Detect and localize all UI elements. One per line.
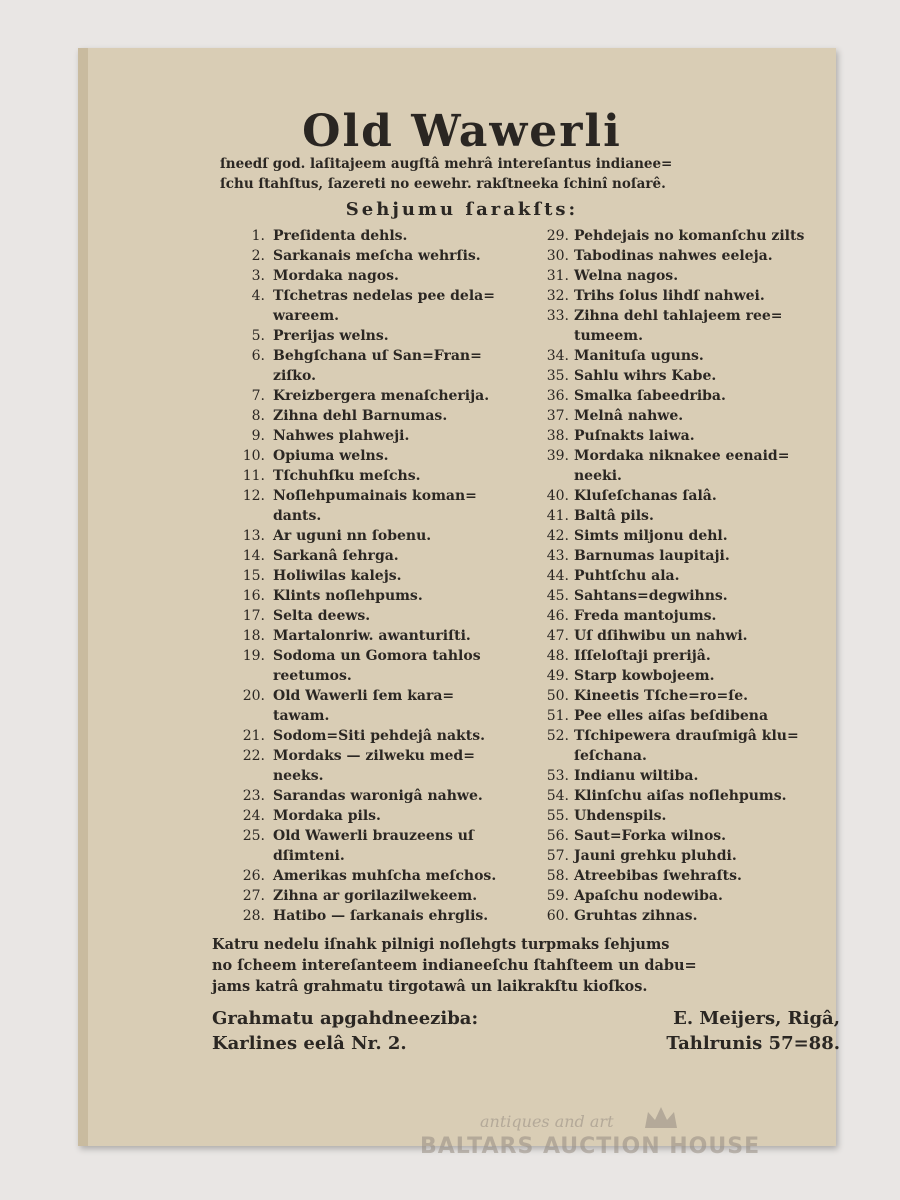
item-title [574, 506, 839, 526]
list-item [529, 726, 839, 766]
item-number: 55. [546, 808, 569, 824]
list-item [216, 626, 528, 646]
item-number: 4. [251, 288, 265, 304]
item-title-line: Zihna dehl tahlajeem ree= [574, 308, 783, 324]
item-title [574, 646, 839, 666]
list-item [216, 426, 528, 446]
list-item [216, 606, 528, 626]
item-title-line: wareem. [273, 308, 340, 324]
list-item [529, 866, 839, 886]
item-number: 14. [242, 548, 265, 564]
item-title [273, 586, 528, 606]
list-item [216, 686, 528, 726]
item-title-line: Klinſchu aiſas noſlehpums. [574, 788, 787, 804]
list-item [529, 226, 839, 246]
list-item [529, 706, 839, 726]
item-title [574, 386, 839, 406]
item-title [574, 766, 839, 786]
item-title-line: Noſlehpumainais koman= [273, 488, 477, 504]
item-title-line: reetumos. [273, 668, 352, 684]
item-number: 57. [546, 848, 569, 864]
crown-icon [642, 1104, 680, 1132]
item-number: 3. [251, 268, 265, 284]
item-number: 60. [546, 908, 569, 924]
item-title [273, 246, 528, 266]
list-item [529, 626, 839, 646]
list-item [529, 646, 839, 666]
item-number: 29. [546, 228, 569, 244]
item-title [574, 826, 839, 846]
list-item [529, 246, 839, 266]
item-number: 41. [546, 508, 569, 524]
item-title-line: Ar uguni nn ſobenu. [273, 528, 432, 544]
item-number: 38. [546, 428, 569, 444]
watermark-subtitle: antiques and art [480, 1112, 614, 1131]
item-title-line: Tſchuhſku meſchs. [273, 468, 421, 484]
item-number: 26. [242, 868, 265, 884]
item-title [273, 286, 528, 326]
item-title-line: dſimteni. [273, 848, 345, 864]
list-item [529, 846, 839, 866]
list-item [216, 746, 528, 786]
item-title-line: Uſ dſihwibu un nahwi. [574, 628, 748, 644]
item-title-line: ziſko. [273, 368, 316, 384]
item-title-line: Mordaka nagos. [273, 268, 399, 284]
item-title [574, 546, 839, 566]
list-item [216, 486, 528, 526]
item-title-line: Welna nagos. [574, 268, 679, 284]
item-number: 10. [242, 448, 265, 464]
item-number: 33. [546, 308, 569, 324]
item-title [574, 406, 839, 426]
list-item [529, 766, 839, 786]
item-title-line: Baltâ pils. [574, 508, 654, 524]
item-number: 24. [242, 808, 265, 824]
item-title [273, 346, 528, 386]
list-item [529, 586, 839, 606]
list-item [216, 646, 528, 686]
item-title [574, 786, 839, 806]
item-title-line: Sarandas waronigâ nahwe. [273, 788, 483, 804]
item-title [574, 686, 839, 706]
item-title [574, 426, 839, 446]
item-title-line: Atreebibas ſwehraſts. [574, 868, 742, 884]
item-title-line: Jauni grehku pluhdi. [574, 848, 737, 864]
item-title [273, 786, 528, 806]
item-title-line: Pee elles aiſas beſdibena [574, 708, 769, 724]
list-item [216, 866, 528, 886]
list-item [216, 266, 528, 286]
item-title-line: Simts miljonu dehl. [574, 528, 728, 544]
item-title-line: Trihs ſolus lihdſ nahwei. [574, 288, 765, 304]
publisher-name: E. Meijers, Rigâ, [673, 1008, 840, 1029]
list-item [529, 446, 839, 486]
item-title-line: Manituſa uguns. [574, 348, 704, 364]
item-title-line: Klints noſlehpums. [273, 588, 423, 604]
intro-text [220, 154, 836, 194]
item-title-line: Sahlu wihrs Kabe. [574, 368, 717, 384]
item-title [273, 726, 528, 746]
list-item [216, 546, 528, 566]
list-item [529, 506, 839, 526]
item-title [273, 446, 528, 466]
item-title-line: Prerijas welns. [273, 328, 389, 344]
item-title-line: Smalka ſabeedriba. [574, 388, 726, 404]
item-title [273, 466, 528, 486]
item-number: 18. [242, 628, 265, 644]
item-title-line: ſeſchana. [574, 748, 647, 764]
item-title [574, 886, 839, 906]
item-number: 49. [546, 668, 569, 684]
item-number: 28. [242, 908, 265, 924]
list-heading: Sehjumu ſarakſts: [345, 199, 579, 220]
item-number: 17. [242, 608, 265, 624]
item-title [273, 266, 528, 286]
item-number: 13. [242, 528, 265, 544]
item-title [574, 666, 839, 686]
item-number: 30. [546, 248, 569, 264]
item-title-line: Kluſeſchanas ſalâ. [574, 488, 717, 504]
item-title-line: Uhdenspils. [574, 808, 667, 824]
list-item [529, 306, 839, 346]
item-number: 2. [251, 248, 265, 264]
item-number: 32. [546, 288, 569, 304]
item-title [574, 566, 839, 586]
item-title-line: Tſchipewera drauſmigâ klu= [574, 728, 799, 744]
list-item [529, 366, 839, 386]
item-number: 40. [546, 488, 569, 504]
item-title-line: Zihna dehl Barnumas. [273, 408, 448, 424]
list-item [216, 886, 528, 906]
item-title [273, 806, 528, 826]
item-title-line: Mordaka pils. [273, 808, 381, 824]
item-title-line: Sodoma un Gomora tahlos [273, 648, 481, 664]
item-title-line: Tſchetras nedelas pee dela= [273, 288, 495, 304]
item-title [273, 886, 528, 906]
item-title-line: neeks. [273, 768, 324, 784]
item-title-line: Nahwes plahweji. [273, 428, 410, 444]
item-title-line: Iſſeloſtaji prerijâ. [574, 648, 711, 664]
item-number: 35. [546, 368, 569, 384]
page-title: Old Wawerli [302, 106, 622, 157]
footer-line: Katru nedelu iſnahk pilnigi noſlehgts turpmaks ſehjums [212, 936, 670, 953]
item-title [574, 806, 839, 826]
item-title [273, 486, 528, 526]
item-title-line: Behgſchana uſ San=Fran= [273, 348, 482, 364]
item-title-line: tumeem. [574, 328, 643, 344]
item-number: 47. [546, 628, 569, 644]
item-number: 39. [546, 448, 569, 464]
list-item [529, 426, 839, 446]
item-title-line: neeki. [574, 468, 622, 484]
item-title-line: Melnâ nahwe. [574, 408, 684, 424]
item-title [574, 366, 839, 386]
list-item [216, 346, 528, 386]
item-number: 6. [251, 348, 265, 364]
list-item [216, 446, 528, 466]
item-number: 51. [546, 708, 569, 724]
item-title-line: Apaſchu nodewiba. [574, 888, 723, 904]
list-item [529, 686, 839, 706]
publisher-phone: Tahlrunis 57=88. [666, 1033, 840, 1054]
item-number: 36. [546, 388, 569, 404]
item-title-line: Sarkanais meſcha wehrſis. [273, 248, 481, 264]
publisher-address: Karlines eelâ Nr. 2. [212, 1033, 407, 1054]
item-title [574, 606, 839, 626]
list-item [529, 486, 839, 506]
item-number: 52. [546, 728, 569, 744]
item-title [273, 426, 528, 446]
list-item [529, 826, 839, 846]
list-item [216, 326, 528, 346]
item-title-line: Hatibo — ſarkanais ehrglis. [273, 908, 489, 924]
item-title-line: Indianu wiltiba. [574, 768, 699, 784]
list-item [529, 666, 839, 686]
item-title-line: Puhtſchu ala. [574, 568, 680, 584]
item-title [273, 226, 528, 246]
item-title [273, 566, 528, 586]
item-title [574, 486, 839, 506]
list-item [529, 886, 839, 906]
item-title-line: Kreizbergera menaſcherija. [273, 388, 490, 404]
item-number: 27. [242, 888, 265, 904]
item-number: 23. [242, 788, 265, 804]
list-item [529, 786, 839, 806]
title-list-left [216, 226, 528, 926]
publisher-label: Grahmatu apgahdneeziba: [212, 1008, 479, 1029]
item-title [273, 406, 528, 426]
item-title-line: Sahtans=degwihns. [574, 588, 728, 604]
item-title [574, 866, 839, 886]
list-item [216, 246, 528, 266]
list-item [529, 386, 839, 406]
item-number: 46. [546, 608, 569, 624]
footer-notice [212, 934, 838, 997]
item-title-line: Martalonriw. awanturiſti. [273, 628, 471, 644]
list-item [216, 786, 528, 806]
watermark-name: BALTARS AUCTION HOUSE [420, 1134, 761, 1159]
list-item [529, 806, 839, 826]
item-title-line: Starp kowbojeem. [574, 668, 715, 684]
item-title-line: Amerikas muhſcha meſchos. [273, 868, 497, 884]
item-number: 22. [242, 748, 265, 764]
item-number: 9. [251, 428, 265, 444]
item-title [273, 606, 528, 626]
item-title [273, 626, 528, 646]
footer-line: jams katrâ grahmatu tirgotawâ un laikrakſtu kioſkos. [212, 978, 648, 995]
item-title-line: Zihna ar gorilazilwekeem. [273, 888, 478, 904]
item-title-line: Sarkanâ ſehrga. [273, 548, 399, 564]
list-item [216, 806, 528, 826]
item-number: 12. [242, 488, 265, 504]
list-item [216, 826, 528, 866]
item-title [574, 266, 839, 286]
item-title-line: Barnumas laupitaji. [574, 548, 730, 564]
booklet-page [78, 48, 840, 1146]
list-item [529, 906, 839, 926]
list-item [529, 286, 839, 306]
item-number: 56. [546, 828, 569, 844]
item-number: 48. [546, 648, 569, 664]
item-title [273, 686, 528, 726]
item-number: 50. [546, 688, 569, 704]
list-item [216, 526, 528, 546]
item-title-line: Pehdejais no komanſchu zilts [574, 228, 805, 244]
item-title-line: Holiwilas kalejs. [273, 568, 402, 584]
item-title [574, 706, 839, 726]
item-number: 20. [242, 688, 265, 704]
item-number: 5. [251, 328, 265, 344]
item-title [273, 866, 528, 886]
item-title-line: Opiuma welns. [273, 448, 389, 464]
item-title [574, 246, 839, 266]
item-number: 58. [546, 868, 569, 884]
item-title-line: Old Wawerli ſem kara= [273, 688, 455, 704]
item-title [574, 586, 839, 606]
item-title [273, 546, 528, 566]
item-title-line: Tabodinas nahwes eeleja. [574, 248, 773, 264]
item-title [273, 826, 528, 866]
item-title-line: Puſnakts laiwa. [574, 428, 695, 444]
item-number: 21. [242, 728, 265, 744]
item-title-line: Mordaka niknakee eenaid= [574, 448, 790, 464]
item-number: 59. [546, 888, 569, 904]
item-title [574, 626, 839, 646]
item-title-line: Old Wawerli brauzeens uſ [273, 828, 474, 844]
item-number: 45. [546, 588, 569, 604]
item-title [273, 746, 528, 786]
list-item [216, 726, 528, 746]
item-title [574, 846, 839, 866]
item-title [574, 446, 839, 486]
item-title-line: Selta deews. [273, 608, 371, 624]
item-number: 44. [546, 568, 569, 584]
item-number: 7. [251, 388, 265, 404]
item-number: 53. [546, 768, 569, 784]
item-number: 8. [251, 408, 265, 424]
item-title-line: dants. [273, 508, 322, 524]
item-title-line: Kineetis Tſche=ro=ſe. [574, 688, 749, 704]
intro-line: ſchu ſtahſtus, ſazereti no eewehr. rakſtneeka ſchinî noſarê. [220, 176, 666, 192]
item-title [574, 526, 839, 546]
item-number: 15. [242, 568, 265, 584]
list-item [216, 286, 528, 326]
list-item [216, 906, 528, 926]
list-item [529, 266, 839, 286]
item-title [574, 306, 839, 346]
item-number: 37. [546, 408, 569, 424]
title-list-right [529, 226, 839, 926]
item-title [574, 346, 839, 366]
list-item [529, 566, 839, 586]
item-number: 31. [546, 268, 569, 284]
item-title [273, 386, 528, 406]
item-number: 19. [242, 648, 265, 664]
list-item [216, 226, 528, 246]
item-title [273, 646, 528, 686]
intro-line: ſneedſ god. laſitajeem augſtâ mehrâ intereſantus indianee= [220, 156, 673, 172]
item-number: 42. [546, 528, 569, 544]
item-number: 25. [242, 828, 265, 844]
item-number: 54. [546, 788, 569, 804]
item-title-line: Mordaks — zilweku med= [273, 748, 475, 764]
item-title [574, 726, 839, 766]
list-item [216, 586, 528, 606]
item-number: 11. [242, 468, 265, 484]
list-item [529, 346, 839, 366]
list-item [216, 406, 528, 426]
item-title-line: Preſidenta dehls. [273, 228, 408, 244]
item-title [273, 906, 528, 926]
item-title-line: Freda mantojums. [574, 608, 717, 624]
list-item [529, 606, 839, 626]
footer-line: no ſcheem intereſanteem indianeeſchu ſtahſteem un dabu= [212, 957, 697, 974]
item-title [574, 226, 839, 246]
publisher-info [212, 1006, 840, 1056]
list-item [216, 466, 528, 486]
item-title [574, 286, 839, 306]
item-title-line: Sodom=Siti pehdejâ nakts. [273, 728, 485, 744]
item-number: 43. [546, 548, 569, 564]
list-item [216, 566, 528, 586]
item-title [574, 906, 839, 926]
item-number: 34. [546, 348, 569, 364]
list-item [216, 386, 528, 406]
item-title [273, 526, 528, 546]
item-title-line: Gruhtas zihnas. [574, 908, 698, 924]
item-number: 1. [251, 228, 265, 244]
item-number: 16. [242, 588, 265, 604]
item-title-line: tawam. [273, 708, 330, 724]
list-item [529, 546, 839, 566]
item-title [273, 326, 528, 346]
item-title-line: Saut=Forka wilnos. [574, 828, 727, 844]
list-item [529, 406, 839, 426]
list-item [529, 526, 839, 546]
